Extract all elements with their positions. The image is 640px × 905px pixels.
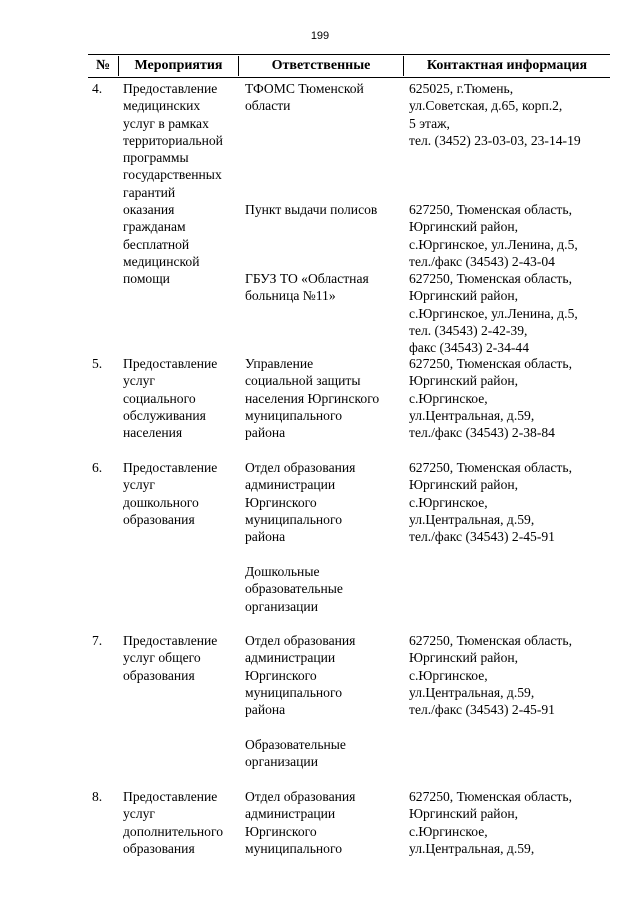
row-number: 5.	[92, 356, 103, 371]
header-num: №	[95, 58, 111, 73]
row-number: 8.	[92, 789, 103, 804]
services-table	[88, 54, 610, 78]
contact-line: тел./факс (34543) 2-38-84	[409, 425, 555, 441]
responsible-line: Юргинского	[245, 494, 317, 510]
event-line: услуг	[123, 477, 155, 493]
responsible-block	[245, 201, 410, 218]
contact-line: тел./факс (34543) 2-43-04	[409, 253, 555, 269]
contact-line: с.Юргинское, ул.Ленина, д.5,	[409, 236, 578, 252]
contact-line: 627250, Тюменская область,	[409, 271, 572, 286]
responsible-line: района	[245, 529, 286, 545]
table-row	[88, 788, 610, 856]
event-line: бесплатной	[123, 236, 190, 252]
responsible-block	[245, 80, 410, 115]
table-row	[88, 459, 610, 614]
responsible-line: Управление	[245, 356, 314, 371]
event-line: территориальной	[123, 132, 223, 148]
responsible-line: области	[245, 98, 291, 114]
event-line: гарантий	[123, 184, 176, 200]
responsible-block	[245, 563, 410, 615]
contact-line: с.Юргинское,	[409, 823, 488, 839]
contact-line: тел./факс (34543) 2-45-91	[409, 702, 555, 718]
responsible-line: муниципального	[245, 511, 343, 527]
contact-line: Юргинский район,	[409, 806, 519, 822]
contact-line: Юргинский район,	[409, 650, 519, 666]
responsible-line: Образовательные	[245, 737, 346, 752]
contact-block	[409, 788, 614, 857]
responsible-line: ГБУЗ ТО «Областная	[245, 271, 369, 286]
contact-line: Юргинский район,	[409, 373, 519, 389]
contact-line: 627250, Тюменская область,	[409, 633, 572, 648]
table-header	[88, 54, 610, 78]
responsible-line: района	[245, 425, 286, 441]
header-contact: Контактная информация	[403, 56, 610, 76]
contact-line: тел./факс (34543) 2-45-91	[409, 529, 555, 545]
event-line: населения	[123, 425, 183, 441]
contact-line: факс (34543) 2-34-44	[409, 340, 530, 356]
event-line: образования	[123, 667, 195, 683]
event-cell	[123, 632, 243, 684]
responsible-line: организации	[245, 598, 318, 614]
contact-line: 627250, Тюменская область,	[409, 460, 572, 475]
event-line: Предоставление	[123, 81, 218, 96]
event-line: программы	[123, 150, 189, 166]
responsible-line: Дошкольные	[245, 564, 320, 579]
responsible-line: социальной защиты	[245, 373, 361, 389]
responsible-line: населения Юргинского	[245, 390, 380, 406]
contact-line: ул.Центральная, д.59,	[409, 407, 535, 423]
contact-line: с.Юргинское, ул.Ленина, д.5,	[409, 305, 578, 321]
table-row	[88, 355, 610, 441]
row-number: 7.	[92, 633, 103, 648]
header-event: Мероприятия	[118, 56, 238, 76]
contact-line: ул.Центральная, д.59,	[409, 511, 535, 527]
contact-block	[409, 459, 614, 545]
contact-line: ул.Советская, д.65, корп.2,	[409, 98, 563, 114]
table-row	[88, 80, 610, 356]
contact-block	[409, 201, 614, 270]
contact-line: тел. (3452) 23-03-03, 23-14-19	[409, 132, 581, 148]
responsible-line: Отдел образования	[245, 633, 356, 648]
responsible-line: организации	[245, 754, 318, 770]
event-cell	[123, 355, 243, 441]
event-line: услуг	[123, 806, 155, 822]
responsible-line: образовательные	[245, 581, 343, 597]
contact-line: Юргинский район,	[409, 477, 519, 493]
responsible-block	[245, 270, 410, 305]
responsible-line: муниципального	[245, 407, 343, 423]
event-line: медицинских	[123, 98, 201, 114]
responsible-line: муниципального	[245, 684, 343, 700]
event-line: Предоставление	[123, 356, 218, 371]
contact-line: 627250, Тюменская область,	[409, 202, 572, 217]
responsible-line: администрации	[245, 477, 336, 493]
event-line: Предоставление	[123, 460, 218, 475]
responsible-line: больница №11»	[245, 288, 336, 304]
responsible-block	[245, 736, 410, 771]
contact-line: 627250, Тюменская область,	[409, 356, 572, 371]
event-line: гражданам	[123, 219, 186, 235]
contact-line: с.Юргинское,	[409, 390, 488, 406]
event-line: услуг общего	[123, 650, 201, 666]
responsible-block	[245, 459, 410, 545]
event-line: помощи	[123, 271, 170, 287]
event-line: услуг	[123, 373, 155, 389]
contact-block	[409, 80, 614, 149]
event-line: государственных	[123, 167, 222, 183]
responsible-block	[245, 788, 410, 857]
event-line: услуг в рамках	[123, 115, 209, 131]
responsible-block	[245, 355, 410, 441]
event-line: обслуживания	[123, 407, 206, 423]
contact-block	[409, 355, 614, 441]
contact-line: ул.Центральная, д.59,	[409, 684, 535, 700]
responsible-line: района	[245, 702, 286, 718]
event-line: дополнительного	[123, 823, 224, 839]
responsible-line: администрации	[245, 806, 336, 822]
responsible-line: ТФОМС Тюменской	[245, 81, 364, 96]
row-number: 6.	[92, 460, 103, 475]
responsible-line: муниципального	[245, 840, 343, 856]
contact-line: с.Юргинское,	[409, 667, 488, 683]
contact-line: Юргинский район,	[409, 219, 519, 235]
event-line: образования	[123, 511, 195, 527]
contact-line: ул.Центральная, д.59,	[409, 840, 535, 856]
page-number: 199	[310, 30, 330, 42]
responsible-line: Юргинского	[245, 823, 317, 839]
table-row	[88, 632, 610, 770]
contact-line: 625025, г.Тюмень,	[409, 81, 514, 96]
event-cell	[123, 788, 243, 857]
event-cell	[123, 80, 243, 288]
responsible-line: Отдел образования	[245, 460, 356, 475]
contact-line: 5 этаж,	[409, 115, 450, 131]
header-responsible: Ответственные	[238, 56, 403, 76]
responsible-line: администрации	[245, 650, 336, 666]
contact-line: с.Юргинское,	[409, 494, 488, 510]
event-line: оказания	[123, 202, 175, 218]
event-cell	[123, 459, 243, 528]
event-line: дошкольного	[123, 494, 199, 510]
contact-line: тел. (34543) 2-42-39,	[409, 322, 528, 338]
contact-block	[409, 270, 614, 356]
contact-block	[409, 632, 614, 718]
contact-line: Юргинский район,	[409, 288, 519, 304]
event-line: образования	[123, 840, 195, 856]
row-number: 4.	[92, 81, 103, 96]
contact-line: 627250, Тюменская область,	[409, 789, 572, 804]
responsible-line: Пункт выдачи полисов	[245, 202, 378, 217]
responsible-line: Отдел образования	[245, 789, 356, 804]
event-line: Предоставление	[123, 789, 218, 804]
event-line: медицинской	[123, 253, 200, 269]
event-line: Предоставление	[123, 633, 218, 648]
responsible-line: Юргинского	[245, 667, 317, 683]
responsible-block	[245, 632, 410, 718]
event-line: социального	[123, 390, 196, 406]
